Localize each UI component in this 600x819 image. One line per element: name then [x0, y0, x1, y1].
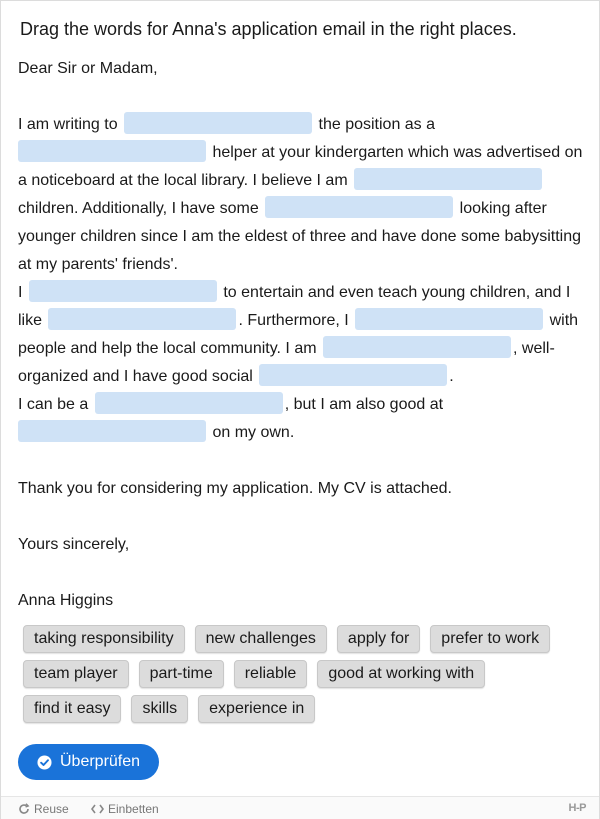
text-segment: helper at your kindergarten which was advertised on a noticeboard at the local library. I believe I am: [18, 144, 583, 189]
text-segment: on my own.: [212, 424, 295, 441]
draggable-word[interactable]: team player: [23, 660, 129, 688]
h5p-logo: H-P: [568, 802, 586, 814]
draggable-word[interactable]: experience in: [198, 695, 315, 723]
text-segment: looking after younger children since I am the eldest of three and have done some babysitting at my parents' friends'.: [18, 200, 582, 273]
drop-zone-10[interactable]: [95, 392, 283, 414]
drop-zone-6[interactable]: [48, 308, 236, 330]
text-segment: children. Additionally, I have some: [18, 200, 259, 217]
code-icon: [91, 804, 104, 814]
drop-zone-2[interactable]: [18, 140, 206, 162]
word-row: [18, 625, 588, 660]
draggable-word[interactable]: taking responsibility: [23, 625, 185, 653]
text-segment: .: [449, 368, 454, 385]
draggable-word[interactable]: skills: [131, 695, 188, 723]
text-segment: , but I am also good at: [284, 396, 444, 413]
draggable-word[interactable]: good at working with: [317, 660, 485, 688]
text-segment: , well-organized and I have good social: [18, 340, 555, 385]
check-button-label: Überprüfen: [60, 753, 141, 770]
text-segment: I: [18, 284, 23, 301]
drop-zone-4[interactable]: [265, 196, 453, 218]
drop-zone-1[interactable]: [124, 112, 312, 134]
draggable-word[interactable]: prefer to work: [430, 625, 550, 653]
drop-zone-7[interactable]: [355, 308, 543, 330]
thanks-line: Thank you for considering my application. My CV is attached.: [18, 480, 452, 497]
word-bank: [18, 625, 588, 730]
greeting: Dear Sir or Madam,: [18, 60, 158, 77]
drop-zone-9[interactable]: [259, 364, 447, 386]
embed-button[interactable]: [91, 802, 159, 816]
word-row: [18, 695, 588, 730]
text-segment: the position as a: [318, 116, 436, 133]
text-segment: to entertain and even teach young children, and I like: [18, 284, 571, 329]
check-circle-icon: [37, 755, 52, 770]
check-button[interactable]: [18, 744, 159, 780]
embed-label: Einbetten: [108, 802, 159, 816]
drop-zone-3[interactable]: [354, 168, 542, 190]
task-instructions: Drag the words for Anna's application email in the right places.: [20, 19, 517, 39]
text-segment: . Furthermore, I: [238, 312, 349, 329]
text-segment: I am writing to: [18, 116, 118, 133]
draggable-word[interactable]: new challenges: [195, 625, 327, 653]
draggable-word[interactable]: part-time: [139, 660, 224, 688]
drop-zone-8[interactable]: [323, 336, 511, 358]
drop-zone-5[interactable]: [29, 280, 217, 302]
reuse-label: Reuse: [34, 802, 69, 816]
reuse-icon: [18, 803, 30, 815]
draggable-word[interactable]: apply for: [337, 625, 420, 653]
footer-bar: [1, 796, 599, 819]
drop-zone-11[interactable]: [18, 420, 206, 442]
draggable-word[interactable]: reliable: [234, 660, 308, 688]
text-segment: with people and help the local community. I am: [18, 312, 579, 357]
text-segment: I can be a: [18, 396, 89, 413]
reuse-button[interactable]: [18, 802, 69, 816]
word-row: [18, 660, 588, 695]
draggable-word[interactable]: find it easy: [23, 695, 121, 723]
closing-line: Yours sincerely,: [18, 536, 130, 553]
letter-text: [18, 55, 588, 615]
signature: Anna Higgins: [18, 592, 114, 609]
